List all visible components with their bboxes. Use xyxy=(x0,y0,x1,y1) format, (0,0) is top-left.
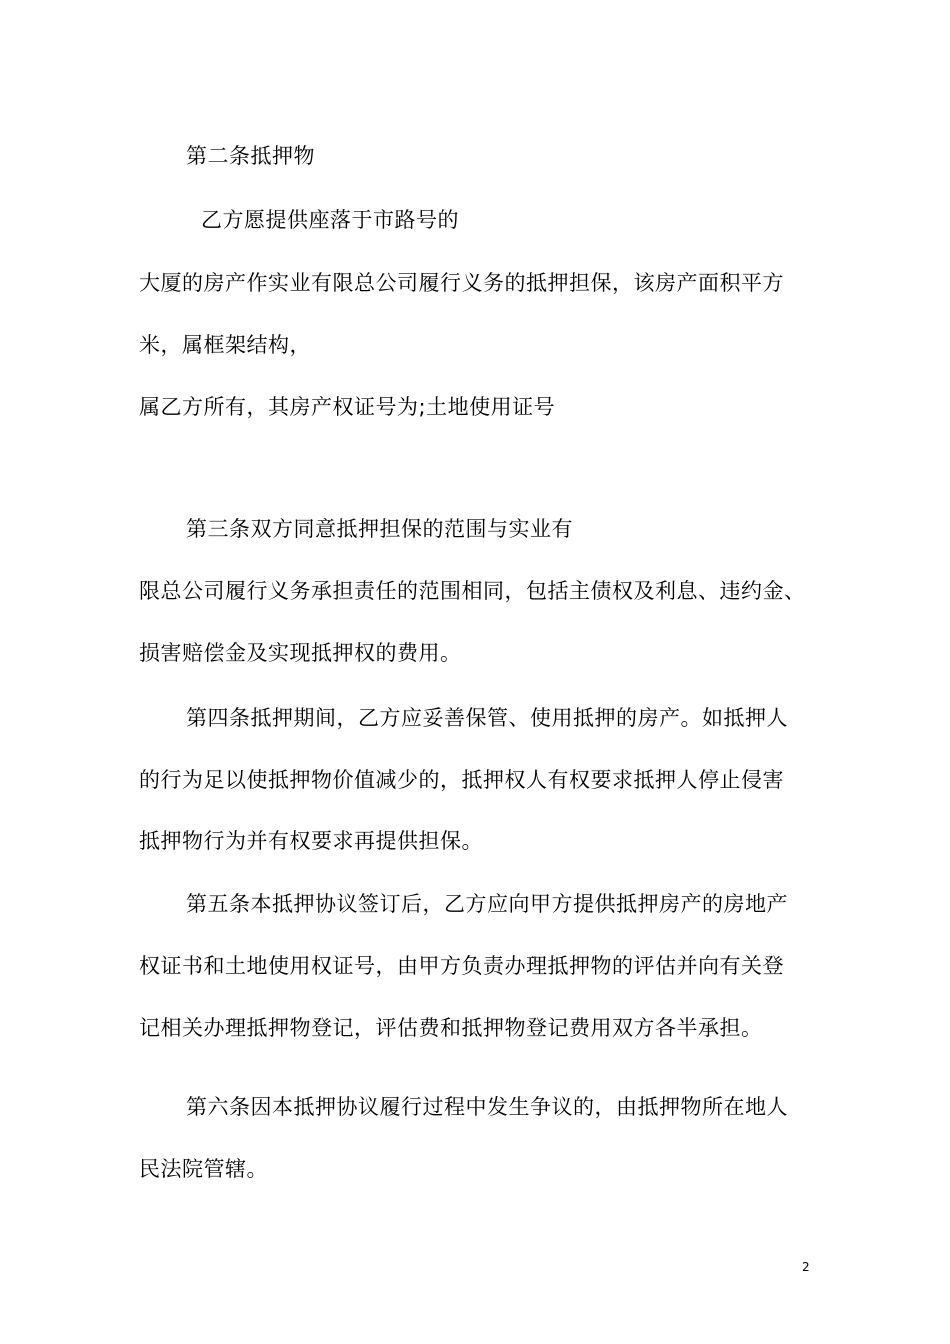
text-line: 损害赔偿金及实现抵押权的费用。 xyxy=(139,641,462,665)
text-line: 的行为足以使抵押物价值减少的，抵押权人有权要求抵押人停止侵害 xyxy=(139,768,784,792)
text-line: 权证书和土地使用权证号，由甲方负责办理抵押物的评估并向有关登 xyxy=(139,954,784,978)
text-line: 米，属框架结构， xyxy=(139,333,311,357)
text-line: 限总公司履行义务承担责任的范围相同，包括主债权及利息、违约金、 xyxy=(139,579,806,603)
article-4-text: 第四条抵押期间，乙方应妥善保管、使用抵押的房产。如抵押人 xyxy=(186,706,788,730)
article-3-text: 第三条双方同意抵押担保的范围与实业有 xyxy=(186,517,573,541)
article-6-text: 第六条因本抵押协议履行过程中发生争议的，由抵押物所在地人 xyxy=(186,1095,788,1119)
text-line: 属乙方所有，其房产权证号为;土地使用证号 xyxy=(139,395,556,419)
article-2-heading: 第二条抵押物 xyxy=(186,144,315,168)
text-line: 记相关办理抵押物登记，评估费和抵押物登记费用双方各半承担。 xyxy=(139,1016,763,1040)
text-line: 民法院管辖。 xyxy=(139,1157,268,1181)
text-line: 抵押物行为并有权要求再提供担保。 xyxy=(139,829,483,853)
article-5-text: 第五条本抵押协议签订后，乙方应向甲方提供抵押房产的房地产 xyxy=(186,892,788,916)
page-number: 2 xyxy=(802,1260,810,1274)
text-line: 乙方愿提供座落于市路号的 xyxy=(201,208,459,232)
text-line: 大厦的房产作实业有限总公司履行义务的抵押担保，该房产面积平方 xyxy=(139,271,784,295)
